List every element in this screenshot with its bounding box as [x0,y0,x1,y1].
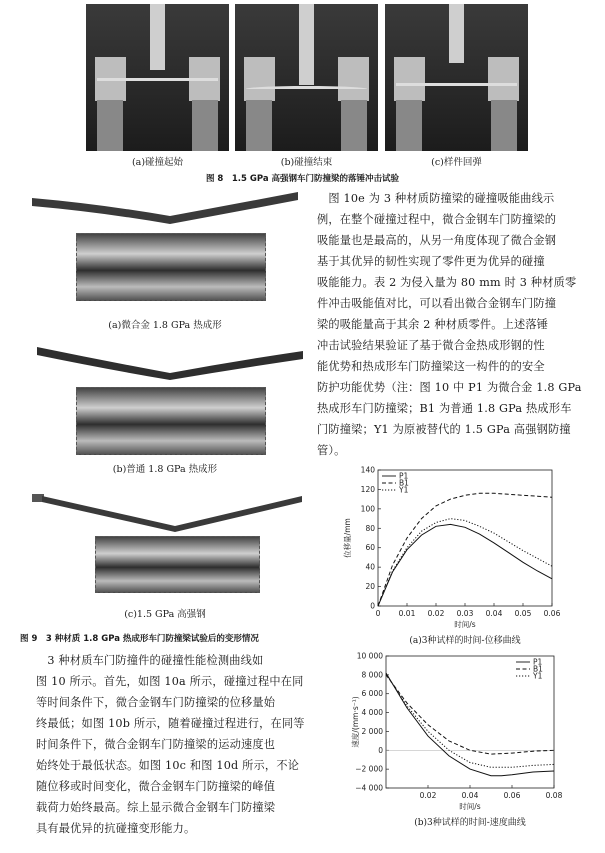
para-line: 终最低；如图 10b 所示，随着碰撞过程进行，在同等 [36,717,305,730]
fig9-beam-a [30,190,300,230]
y-tick-label: 140 [360,465,375,475]
para-line: 图 10 所示。首先，如图 10a 所示，碰撞过程中在同 [36,675,304,688]
fig8-photo-a [86,4,229,151]
para-line: 始终处于最低状态。如图 10c 和图 10d 所示，不论 [36,759,300,772]
legend-label: Y1 [399,485,409,495]
y-axis-label: 速度/(mm·s⁻¹) [351,696,360,748]
para-line: 载荷力始终最高。综上显示微合金钢车门防撞梁 [36,801,276,814]
y-tick-label: 4 000 [361,708,383,718]
para-line: 基于其优异的韧性实现了零件更为优异的碰撞 [317,255,545,268]
para-line: 图 10e 为 3 种材质防撞梁的碰撞吸能曲线示 [317,192,555,205]
y-tick-label: 8 000 [361,670,383,680]
x-tick-label: 0.05 [514,609,532,618]
fig9-beam-c [30,490,305,532]
fig8-sub-c: (c)样件回弹 [431,157,482,168]
x-axis-label: 时间/s [454,620,476,629]
fig9-beam-b [35,345,305,381]
para-line: 时间条件下，微合金钢车门防撞梁的运动速度也 [36,738,276,751]
fig9-detail-b [76,387,266,455]
legend-label: P1 [533,657,543,667]
fig9-detail-a [76,233,266,301]
fig9-sub-a: (a)微合金 1.8 GPa 热成形 [108,320,222,331]
x-tick-label: 0.04 [485,609,503,618]
y-tick-label: 10 000 [356,651,383,661]
legend-label: B1 [399,478,409,488]
x-tick-label: 0.04 [461,791,479,800]
x-tick-label: 0.06 [503,791,521,800]
fig9-sub-b: (b)普通 1.8 GPa 热成形 [112,464,218,475]
y-tick-label: 2 000 [361,726,383,736]
x-tick-label: 0.03 [456,609,474,618]
para-line: 件冲击吸能值对比，可以看出微合金钢车门防撞 [317,297,557,310]
y-tick-label: −2 000 [355,764,383,774]
para-line: 热成形车门防撞梁；B1 为普通 1.8 GPa 热成形车 [317,402,572,415]
para-line: 随位移或时间变化，微合金钢车门防撞梁的峰值 [36,780,276,793]
legend-label: B1 [533,664,543,674]
series-line-y1 [378,519,552,606]
para-line: 能优势和热成形车门防撞梁这一构件的的安全 [317,360,545,373]
legend-label: Y1 [533,671,543,681]
chart-title: (a)3种试样的时间-位移曲线 [409,636,521,646]
y-axis-label: 位移量/mm [343,518,352,558]
para-line: 吸能能力。表 2 为侵入量为 80 mm 时 3 种材质零 [317,276,577,289]
y-tick-label: 120 [360,484,375,494]
y-tick-label: 6 000 [361,689,383,699]
para-line: 具有最优异的抗碰撞变形能力。 [36,822,196,835]
series-line-p1 [378,524,552,606]
y-tick-label: 80 [365,523,375,533]
fig9-detail-c [95,536,260,593]
y-tick-label: 40 [365,562,375,572]
para-line: 管）。 [317,444,346,457]
x-tick-label: 0.02 [427,609,445,618]
para-line: 梁的吸能量高于其余 2 种材质零件。上述落锤 [317,318,549,331]
series-line-b1 [386,675,554,754]
y-tick-label: 60 [365,543,375,553]
fig9-caption: 图 9 3 种材质 1.8 GPa 热成形车门防撞梁试验后的变形情况 [20,634,259,644]
para-line: 例，在整个碰撞过程中，微合金钢车门防撞梁的 [317,213,557,226]
series-line-b1 [378,493,552,606]
series-line-p1 [386,673,554,776]
para-line: 等时间条件下，微合金钢车门防撞梁的位移量始 [36,696,276,709]
fig8-photo-c [385,4,528,151]
chart-time-velocity [336,650,584,850]
fig8-sub-b: (b)碰撞结束 [280,157,333,168]
fig9-sub-c: (c)1.5 GPa 高强钢 [124,609,206,620]
x-tick-label: 0.08 [545,791,563,800]
para-line: 吸能量也是最高的，从另一角度体现了微合金钢 [317,234,557,247]
fig8-photo-b [235,4,378,151]
x-tick-label: 0.06 [543,609,561,618]
para-line: 3 种材质车门防撞件的碰撞性能检测曲线如 [36,654,264,667]
para-line: 门防撞梁；Y1 为原被替代的 1.5 GPa 高强钢防撞 [317,423,571,436]
legend-label: P1 [399,471,409,481]
para-line: 冲击试验结果验证了基于微合金热成形钢的性 [317,339,545,352]
left-paragraph [36,650,308,839]
y-tick-label: 100 [360,504,375,514]
chart-time-displacement [338,462,578,647]
x-tick-label: 0 [375,609,381,618]
chart-title: (b)3种试样的时间-速度曲线 [414,818,526,828]
para-line: 防护功能优势（注：图 10 中 P1 为微合金 1.8 GPa [317,381,582,394]
right-paragraph [317,188,587,461]
fig8-sub-a: (a)碰撞起始 [131,157,184,168]
x-tick-label: 0.01 [398,609,416,618]
x-tick-label: 0.02 [419,791,437,800]
x-axis-label: 时间/s [459,802,481,811]
y-tick-label: 0 [370,601,375,611]
fig8-caption: 图 8 1.5 GPa 高强钢车门防撞梁的落锤冲击试验 [205,174,400,184]
y-tick-label: 0 [378,745,383,755]
series-line-y1 [386,671,554,767]
y-tick-label: 20 [365,582,375,592]
y-tick-label: −4 000 [355,783,383,793]
